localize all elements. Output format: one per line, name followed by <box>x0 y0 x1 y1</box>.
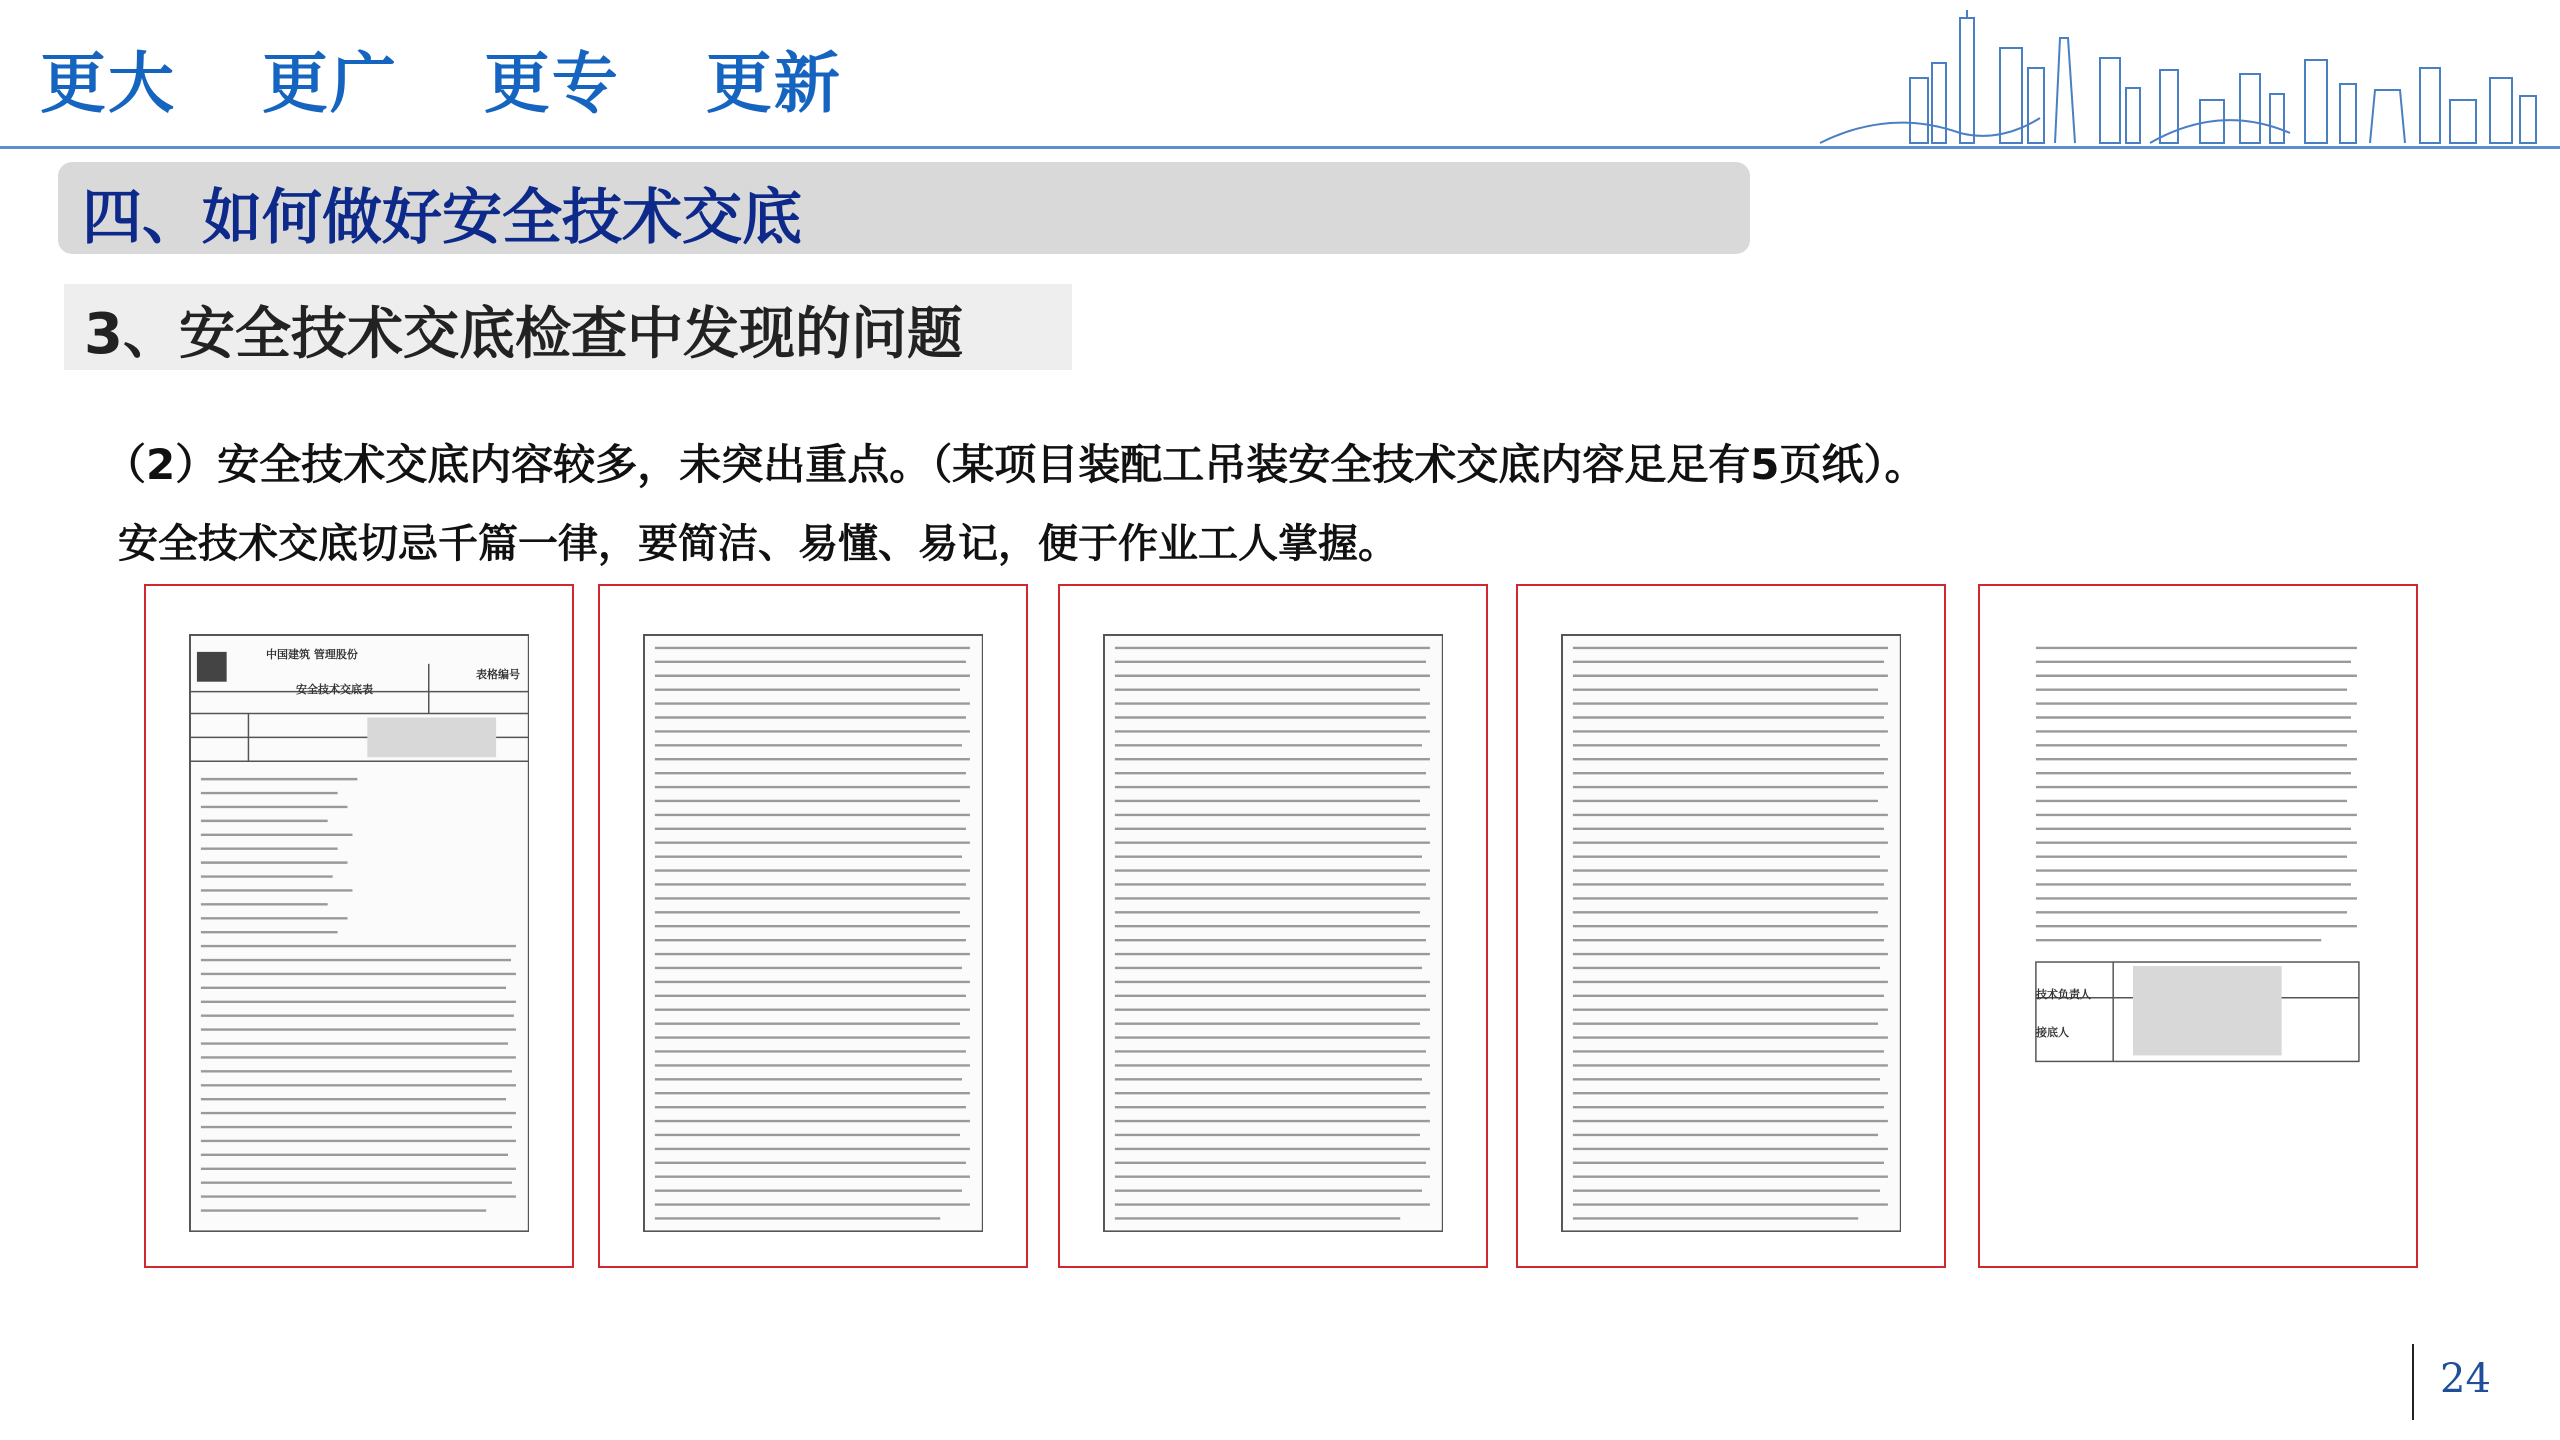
header-title: 更大 更广 更专 更新 <box>40 45 842 122</box>
scanned-form-page-3 <box>1103 634 1444 1232</box>
page-number: 24 <box>2440 1356 2491 1402</box>
city-skyline-graphic <box>1800 8 2560 148</box>
document-page-2 <box>598 584 1028 1268</box>
header-divider <box>0 146 2560 149</box>
subsection-title: 3、安全技术交底检查中发现的问题 <box>84 302 963 367</box>
doc1-form-title: 安全技术交底表 <box>296 683 373 696</box>
doc1-org-name: 中国建筑 管理股份 <box>266 648 358 661</box>
scanned-form-page-5 <box>2024 634 2373 1232</box>
doc5-signature-label-2: 接底人 <box>2036 1026 2069 1039</box>
page-number-divider <box>2412 1344 2414 1420</box>
document-page-3 <box>1058 584 1488 1268</box>
advice-note-text: 安全技术交底切忌千篇一律，要简洁、易懂、易记，便于作业工人掌握。 <box>118 521 1398 567</box>
problem-point-text: （2）安全技术交底内容较多，未突出重点。（某项目装配工吊装安全技术交底内容足足有5页纸）。 <box>104 440 1927 489</box>
document-page-1 <box>144 584 574 1268</box>
scanned-form-page-4 <box>1561 634 1902 1232</box>
section-title: 四、如何做好安全技术交底 <box>82 183 802 253</box>
scanned-form-page-2 <box>643 634 984 1232</box>
document-page-4 <box>1516 584 1946 1268</box>
doc1-form-number-label: 表格编号 <box>476 668 520 681</box>
document-page-5 <box>1978 584 2418 1268</box>
doc5-signature-label-1: 技术负责人 <box>2036 988 2091 1001</box>
scanned-form-page-1 <box>189 634 530 1232</box>
